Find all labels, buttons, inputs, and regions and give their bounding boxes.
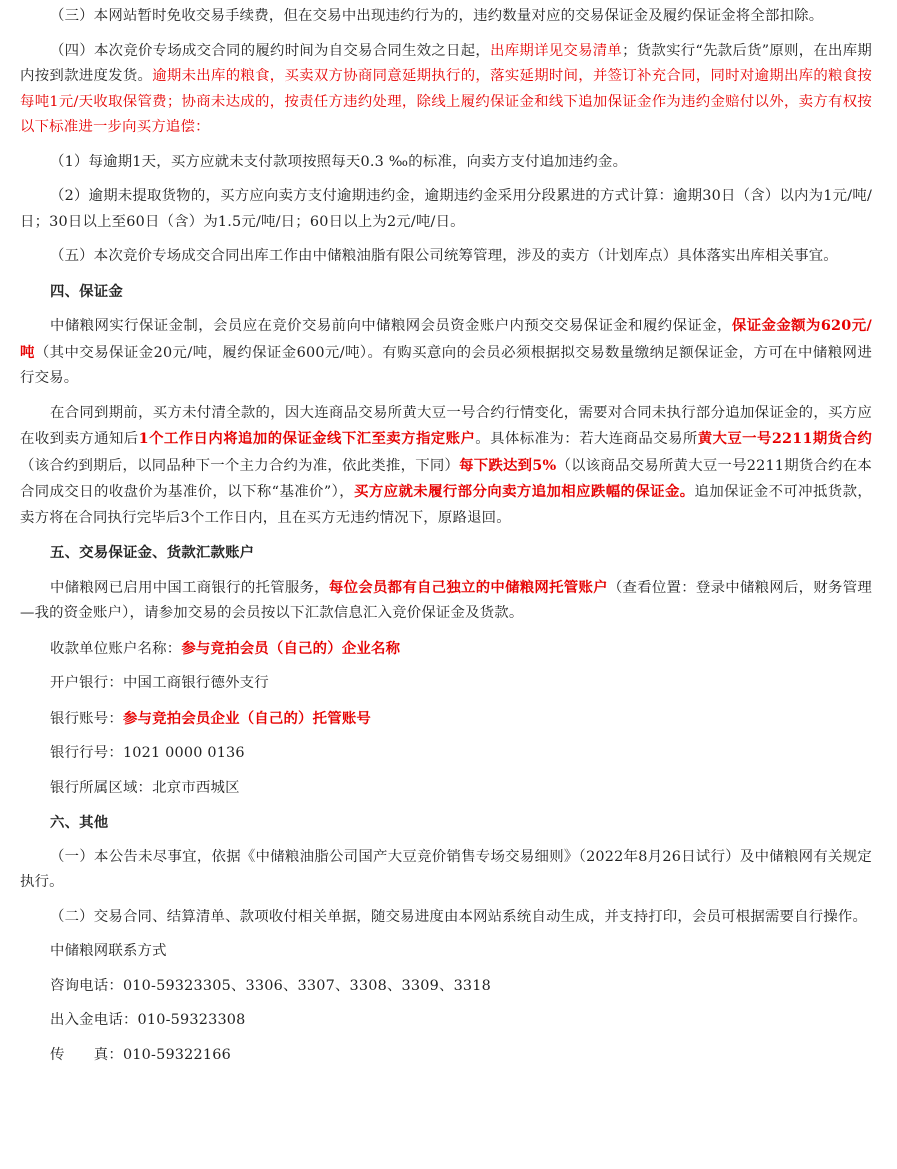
paragraph-additional-deposit: 在合同到期前，买方未付清全款的，因大连商品交易所黄大豆一号合约行情变化，需要对合同未执行部分追加保证金的，买方应在收到卖方通知后1个工作日内将追加的保证金线下汇至卖方指定账户。具体标准为：若大连商品交易所黄大豆一号2211期货合约（该合约到期后，以同品种下一个主力合约为准，依此类推，下同）每下跌达到5%（以该商品交易所黄大豆一号2211期货合约在本合同成交日的收盘价为基准价，以下称“基准价”），买方应就未履行部分向卖方追加相应跌幅的保证金。追加保证金不可冲抵货款，卖方将在合同执行完毕后3个工作日内，且在买方无违约情况下，原路退回。: [20, 404, 872, 526]
paragraph-overdue-payment: （1）每逾期1天，买方应就未支付款项按照每天0.3 ‰的标准，向卖方支付追加违约金。: [50, 153, 628, 170]
deposit-amount: 保证金金额为620元/吨: [20, 317, 872, 361]
contact-consult-phone: 咨询电话：010-59323305、3306、3307、3308、3309、3318: [50, 977, 491, 994]
contact-title: 中储粮网联系方式: [50, 943, 167, 959]
heading-deposit: 四、保证金: [50, 282, 123, 300]
paragraph-deposit-system: 中储粮网实行保证金制，会员应在竞价交易前向中储粮网会员资金账户内预交交易保证金和履约保证金，保证金金额为620元/吨（其中交易保证金20元/吨，履约保证金600元/吨）。有购买意向的会员必须根据拟交易数量缴纳足额保证金，方可在中储粮网进行交易。: [20, 317, 872, 386]
futures-contract: 黄大豆一号2211期货合约: [697, 430, 872, 447]
overdue-storage-note: 逾期未出库的粮食，买卖双方协商同意延期执行的，落实延期时间，并签订补充合同，同时对逾期出库的粮食按每吨1元/天收取保管费；协商未达成的，按责任方违约处理，除线上履约保证金和线下追加保证金作为违约金赔付以外，卖方有权按以下标准进一步向买方追偿：: [20, 68, 872, 135]
heading-other: 六、其他: [50, 814, 109, 831]
additional-deposit-deadline: 1个工作日内将追加的保证金线下汇至卖方指定账户: [138, 430, 476, 447]
paragraph-documents: （二）交易合同、结算清单、款项收付相关单据，随交易进度由本网站系统自动生成，并支持打印，会员可根据需要自行操作。: [50, 908, 868, 925]
paragraph-overdue-pickup: （2）逾期未提取货物的，买方应向卖方支付逾期违约金，逾期违约金采用分段累进的方式计算：逾期30日（含）以内为1元/吨/日；30日以上至60日（含）为1.5元/吨/日；60日以上为2元/吨/日。: [20, 188, 872, 230]
heading-remittance-account: 五、交易保证金、货款汇款账户: [50, 544, 255, 561]
account-number-value: 参与竞拍会员企业（自己的）托管账号: [122, 709, 372, 727]
account-name-value: 参与竞拍会员（自己的）企业名称: [181, 639, 401, 657]
bank-line: 开户银行：中国工商银行德外支行: [50, 675, 269, 691]
contact-funds-phone: 出入金电话：010-59323308: [50, 1012, 246, 1028]
account-name-line: 收款单位账户名称：参与竞拍会员（自己的）企业名称: [50, 639, 401, 657]
custody-account-note: 每位会员都有自己独立的中储粮网托管账户: [328, 578, 608, 596]
account-number-line: 银行账号：参与竞拍会员企业（自己的）托管账号: [50, 709, 372, 727]
drop-threshold: 每下跌达到5%: [459, 456, 557, 474]
paragraph-fee-waiver: （三）本网站暂时免收交易手续费，但在交易中出现违约行为的，违约数量对应的交易保证金及履约保证金将全部扣除。: [50, 8, 824, 24]
paragraph-performance-time: （四）本次竞价专场成交合同的履约时间为自交易合同生效之日起，出库期详见交易清单；货款实行“先款后货”原则，在出库期内按到款进度发货。逾期未出库的粮食，买卖双方协商同意延期执行的，落实延期时间，并签订补充合同，同时对逾期出库的粮食按每吨1元/天收取保管费；协商未达成的，按责任方违约处理，除线上履约保证金和线下追加保证金作为违约金赔付以外，卖方有权按以下标准进一步向买方追偿：: [20, 42, 872, 135]
paragraph-outbound-management: （五）本次竞价专场成交合同出库工作由中储粮油脂有限公司统筹管理，涉及的卖方（计划库点）具体落实出库相关事宜。: [50, 248, 838, 264]
bank-code-line: 银行行号：1021 0000 0136: [50, 745, 245, 761]
contact-fax: 传 真：010-59322166: [50, 1046, 231, 1063]
additional-deposit-rule: 买方应就未履行部分向卖方追加相应跌幅的保证金。: [354, 483, 695, 500]
announcement-document: [20, 0, 872, 1068]
paragraph-custody-service: 中储粮网已启用中国工商银行的托管服务，每位会员都有自己独立的中储粮网托管账户（查看位置：登录中储粮网后，财务管理—我的资金账户），请参加交易的会员按以下汇款信息汇入竞价保证金及货款。: [20, 578, 872, 621]
delivery-period-note: 出库期详见交易清单: [490, 42, 623, 59]
paragraph-rules-reference: （一）本公告未尽事宜，依据《中储粮油脂公司国产大豆竞价销售专场交易细则》（2022年8月26日试行）及中储粮网有关规定执行。: [20, 848, 872, 890]
bank-area-line: 银行所属区域：北京市西城区: [50, 779, 240, 796]
